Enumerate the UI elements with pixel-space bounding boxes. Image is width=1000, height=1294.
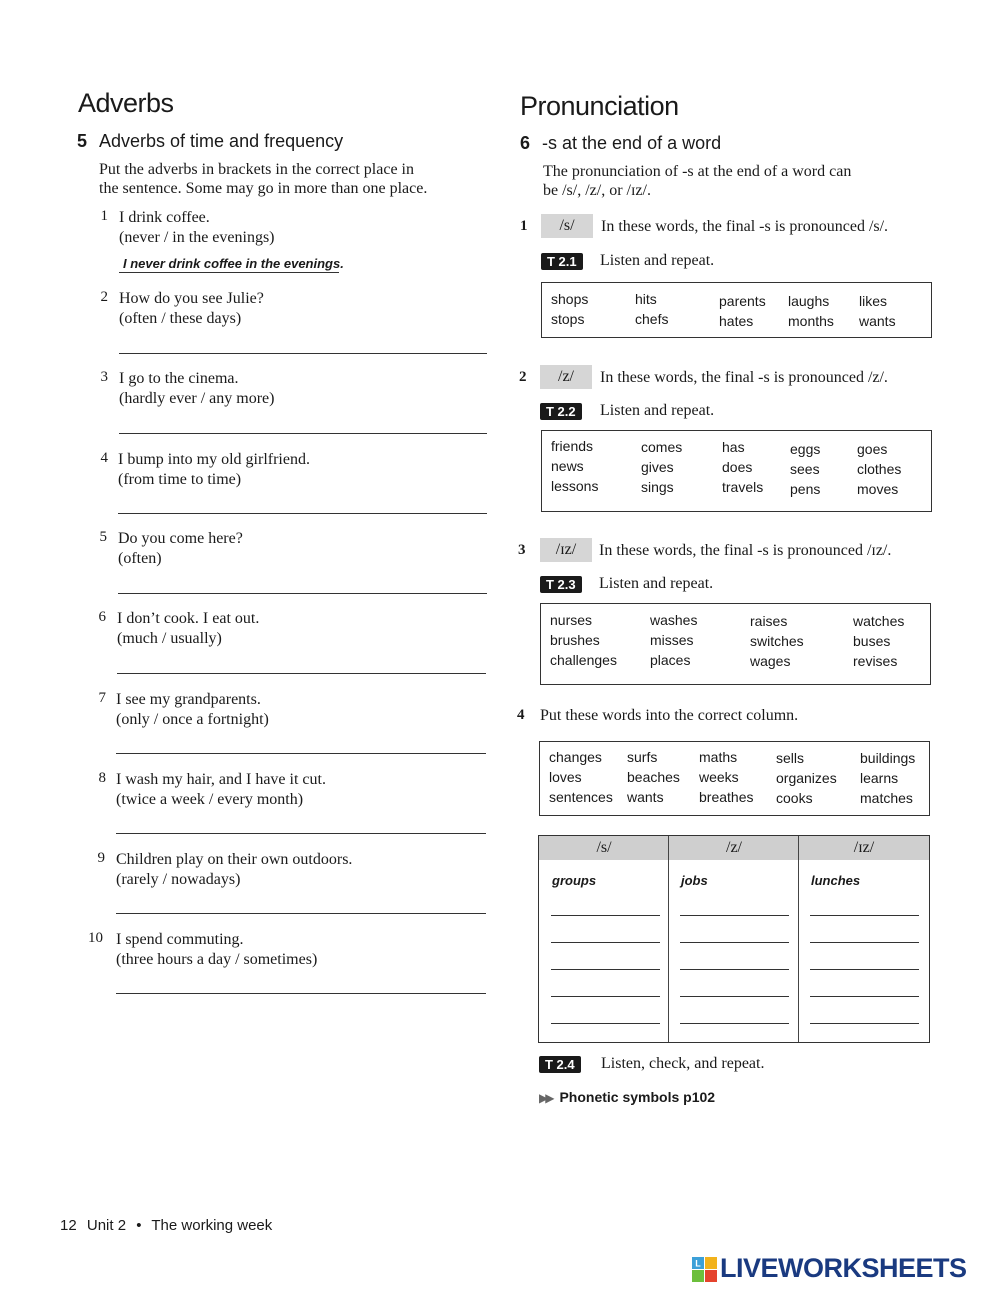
question-text <box>119 208 275 248</box>
word: parents <box>719 293 766 309</box>
word: comes <box>641 439 683 455</box>
word: organizes <box>776 770 837 786</box>
word-column <box>776 748 837 808</box>
word-column <box>551 289 588 329</box>
intro-line-1: The pronunciation of -s at the end of a word can <box>543 163 852 180</box>
word: challenges <box>550 652 617 668</box>
phoneme-box: /z/ <box>540 365 592 389</box>
word: buses <box>853 633 891 649</box>
column-header-z: /z/ <box>669 836 799 860</box>
word: wants <box>859 313 896 329</box>
word: laughs <box>788 293 830 309</box>
word-column <box>859 291 896 331</box>
task-instruction: Put these words into the correct column. <box>540 707 799 724</box>
question-adverbs: (hardly ever / any more) <box>119 390 275 407</box>
column-divider <box>798 836 799 1042</box>
question-number: 2 <box>100 289 108 305</box>
word: washes <box>650 612 698 628</box>
phoneme-box: /s/ <box>541 214 593 238</box>
exercise-instructions <box>99 160 499 198</box>
question-sentence: I see my grandparents. <box>116 691 261 708</box>
word: sees <box>790 461 820 477</box>
pronunciation-heading: Pronunciation <box>520 91 679 121</box>
question-adverbs: (rarely / nowadays) <box>116 871 241 888</box>
exercise-number: 5 <box>77 131 88 151</box>
answer-blank[interactable] <box>551 942 660 943</box>
question-adverbs: (often) <box>118 550 162 567</box>
question-adverbs: (three hours a day / sometimes) <box>116 951 318 968</box>
word: eggs <box>790 441 821 457</box>
question-number: 1 <box>100 208 108 224</box>
double-arrow-icon: ▶▶ <box>539 1091 552 1105</box>
word: wants <box>627 789 664 805</box>
question-sentence: I drink coffee. <box>119 209 210 226</box>
word: surfs <box>627 749 658 765</box>
word: goes <box>857 441 888 457</box>
answer-blank[interactable] <box>680 969 789 970</box>
word-column <box>853 611 904 671</box>
exercise-5-title <box>77 131 343 152</box>
word: moves <box>857 481 899 497</box>
section-description: In these words, the final -s is pronounced /s/. <box>601 218 889 235</box>
answer-blank[interactable] <box>551 996 660 997</box>
question-sentence: I go to the cinema. <box>119 370 239 387</box>
logo-text: LIVEWORKSHEETS <box>720 1253 967 1283</box>
word-column <box>790 439 820 499</box>
question-text <box>116 850 352 890</box>
question-text <box>117 609 259 649</box>
bullet: • <box>136 1217 142 1234</box>
exercise-title: Adverbs of time and frequency <box>99 131 344 151</box>
word: switches <box>750 633 804 649</box>
answer-blank[interactable] <box>551 915 660 916</box>
instructions-line-2: the sentence. Some may go in more than one place. <box>99 180 428 197</box>
word: news <box>551 458 584 474</box>
question-adverbs: (twice a week / every month) <box>116 791 304 808</box>
exercise-title: -s at the end of a word <box>542 133 722 153</box>
question-number: 5 <box>99 529 107 545</box>
word: watches <box>853 613 905 629</box>
exercise-number: 6 <box>520 133 531 153</box>
word-column <box>719 291 766 331</box>
answer-blank[interactable] <box>810 942 919 943</box>
question-sentence: Children play on their own outdoors. <box>116 851 353 868</box>
track-instruction: Listen and repeat. <box>600 402 715 419</box>
question-number: 8 <box>98 770 106 786</box>
answer-blank[interactable] <box>680 996 789 997</box>
phoneme-box: /ɪz/ <box>540 538 592 562</box>
word: maths <box>699 749 738 765</box>
word: cooks <box>776 790 813 806</box>
word: learns <box>860 770 899 786</box>
question-adverbs: (from time to time) <box>118 471 242 488</box>
word-box <box>539 741 930 816</box>
section-description: In these words, the final -s is pronounced /z/. <box>600 369 888 386</box>
audio-track-badge[interactable]: T 2.4 <box>539 1056 581 1073</box>
answer-line[interactable] <box>119 272 339 273</box>
word: buildings <box>860 750 916 766</box>
question-text <box>116 690 269 730</box>
section-number: 1 <box>520 218 528 234</box>
answer-blank[interactable] <box>680 942 789 943</box>
word: does <box>722 459 753 475</box>
word-column <box>857 439 901 499</box>
section-number: 2 <box>519 369 527 385</box>
word: nurses <box>550 612 593 628</box>
word: likes <box>859 293 888 309</box>
word-column <box>551 436 598 496</box>
question-text <box>118 450 310 490</box>
word-box <box>540 603 931 685</box>
example-word-s: groups <box>552 873 597 888</box>
column-divider <box>668 836 669 1042</box>
intro-line-2: be /s/, /z/, or /ɪz/. <box>543 182 651 199</box>
answer-blank[interactable] <box>810 996 919 997</box>
word-column <box>860 748 915 808</box>
word: beaches <box>627 769 680 785</box>
question-number: 10 <box>88 930 103 946</box>
word: sings <box>641 479 674 495</box>
word-box <box>541 282 932 338</box>
answer-line[interactable] <box>116 833 486 834</box>
answer-line[interactable] <box>118 593 487 594</box>
answer-blank[interactable] <box>810 969 919 970</box>
answer-example: I never drink coffee in the evenings. <box>123 256 344 271</box>
word: travels <box>722 479 764 495</box>
question-text <box>119 289 264 329</box>
question-sentence: I wash my hair, and I have it cut. <box>116 771 326 788</box>
answer-blank[interactable] <box>551 969 660 970</box>
question-adverbs: (often / these days) <box>119 310 242 327</box>
word-column <box>650 610 697 670</box>
word-column <box>641 437 682 497</box>
answer-line[interactable] <box>116 993 486 994</box>
section-number: 3 <box>518 542 526 558</box>
word-box <box>541 430 932 512</box>
word: pens <box>790 481 821 497</box>
track-instruction: Listen, check, and repeat. <box>601 1055 765 1072</box>
column-header-iz: /ɪz/ <box>799 836 929 860</box>
word: brushes <box>550 632 600 648</box>
word: matches <box>860 790 913 806</box>
word: lessons <box>551 478 599 494</box>
example-word-z: jobs <box>681 873 708 888</box>
word: stops <box>551 311 585 327</box>
word: changes <box>549 749 602 765</box>
question-number: 9 <box>97 850 105 866</box>
audio-track-badge[interactable]: T 2.2 <box>540 403 582 420</box>
column-header-s: /s/ <box>539 836 669 860</box>
word-column <box>699 747 753 807</box>
answer-line[interactable] <box>116 753 486 754</box>
answer-line[interactable] <box>118 513 487 514</box>
question-sentence: I don’t cook. I eat out. <box>117 610 260 627</box>
word: hits <box>635 291 657 307</box>
word-column <box>635 289 668 329</box>
word: sentences <box>549 789 613 805</box>
question-sentence: How do you see Julie? <box>119 290 264 307</box>
example-word-iz: lunches <box>811 873 861 888</box>
word: sells <box>776 750 805 766</box>
question-number: 6 <box>98 609 106 625</box>
word: loves <box>549 769 582 785</box>
answer-blank[interactable] <box>810 915 919 916</box>
question-text <box>119 369 274 409</box>
word: months <box>788 313 834 329</box>
phonetic-reference <box>539 1089 715 1105</box>
word: chefs <box>635 311 669 327</box>
question-sentence: Do you come here? <box>118 530 243 547</box>
logo-icon-letter: L <box>695 1258 701 1269</box>
answer-blank[interactable] <box>680 915 789 916</box>
answer-line[interactable] <box>116 913 486 914</box>
question-text <box>116 930 317 970</box>
question-adverbs: (much / usually) <box>117 630 222 647</box>
word: revises <box>853 653 898 669</box>
word: wages <box>750 653 791 669</box>
answer-blank[interactable] <box>680 1023 789 1024</box>
sort-table <box>538 835 930 1043</box>
task-number: 4 <box>517 707 525 723</box>
adverbs-heading: Adverbs <box>78 88 174 118</box>
word-column <box>550 610 617 670</box>
phonetic-reference-text: Phonetic symbols p102 <box>559 1089 716 1105</box>
unit-label: Unit 2 <box>86 1217 127 1234</box>
pronunciation-intro <box>543 162 923 200</box>
word: raises <box>750 613 788 629</box>
word: weeks <box>699 769 739 785</box>
word: hates <box>719 313 754 329</box>
word: friends <box>551 438 594 454</box>
answer-line[interactable] <box>119 433 487 434</box>
word: has <box>722 439 745 455</box>
word-column <box>627 747 680 807</box>
word: places <box>650 652 691 668</box>
question-sentence: I bump into my old girlfriend. <box>118 451 310 468</box>
question-text <box>116 770 326 810</box>
question-text <box>118 529 243 569</box>
word-column <box>788 291 834 331</box>
track-instruction: Listen and repeat. <box>600 252 715 269</box>
question-number: 4 <box>100 450 108 466</box>
exercise-6-title <box>520 133 721 154</box>
instructions-line-1: Put the adverbs in brackets in the correct place in <box>99 161 414 178</box>
question-sentence: I spend commuting. <box>116 931 244 948</box>
answer-blank[interactable] <box>551 1023 660 1024</box>
unit-title: The working week <box>151 1217 273 1234</box>
word-column <box>549 747 613 807</box>
liveworksheets-logo-icon <box>692 1257 718 1283</box>
question-adverbs: (never / in the evenings) <box>119 229 275 246</box>
word: breathes <box>699 789 754 805</box>
answer-blank[interactable] <box>810 1023 919 1024</box>
answer-line[interactable] <box>119 353 487 354</box>
answer-line[interactable] <box>117 673 486 674</box>
audio-track-badge[interactable]: T 2.1 <box>541 253 583 270</box>
track-instruction: Listen and repeat. <box>599 575 714 592</box>
word: shops <box>551 291 589 307</box>
audio-track-badge[interactable]: T 2.3 <box>540 576 582 593</box>
word: misses <box>650 632 694 648</box>
page-number: 12 <box>60 1217 77 1234</box>
page-footer <box>60 1217 272 1234</box>
question-adverbs: (only / once a fortnight) <box>116 711 269 728</box>
word: gives <box>641 459 674 475</box>
question-number: 3 <box>100 369 108 385</box>
word-column <box>750 611 804 671</box>
word-column <box>722 437 763 497</box>
word: clothes <box>857 461 902 477</box>
section-description: In these words, the final -s is pronounced /ɪz/. <box>599 542 892 559</box>
question-number: 7 <box>98 690 106 706</box>
